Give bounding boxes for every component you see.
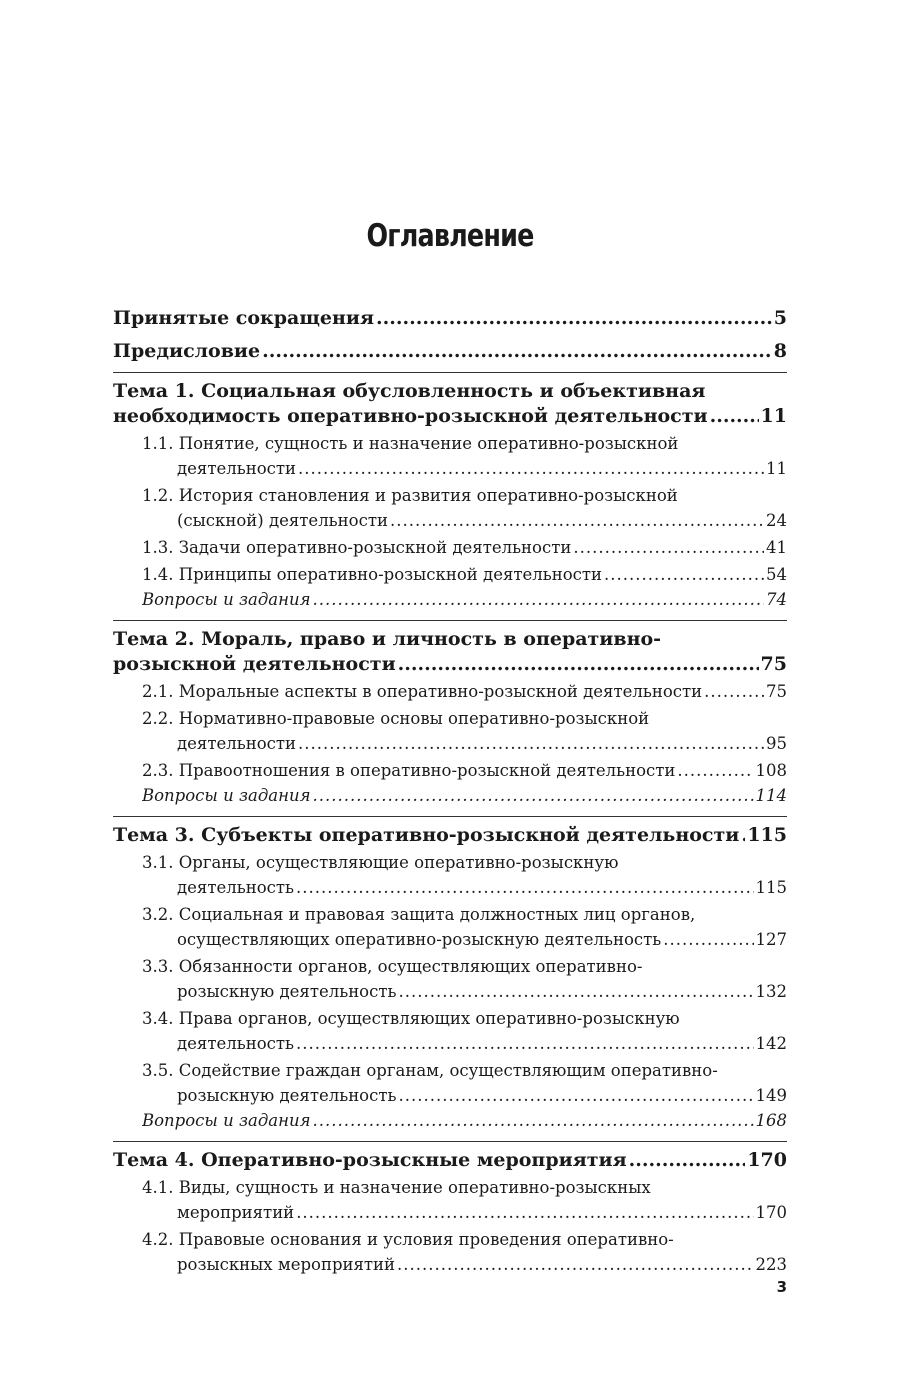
toc-entry-text: Тема 3. Субъекты оперативно-розыскной деятельности [113, 824, 740, 846]
dot-leader [677, 758, 753, 783]
toc-topic-entry [113, 372, 787, 429]
dot-leader [262, 339, 772, 364]
toc-entry-text: розыскных мероприятий [177, 1255, 396, 1274]
toc-page-number: 115 [755, 878, 787, 897]
toc-topic-entry [113, 306, 787, 331]
dot-leader [710, 404, 759, 429]
toc-page-number: 24 [766, 511, 787, 530]
toc-topic-entry [113, 620, 787, 677]
toc-entry-text: мероприятий [177, 1203, 295, 1222]
toc-page-number: 149 [755, 1086, 787, 1105]
toc-page-number: 170 [755, 1203, 787, 1222]
toc-topic-entry [113, 1141, 787, 1173]
toc-entry-text: 4.2. Правовые основания и условия проведения оперативно- [142, 1230, 674, 1249]
dot-leader [704, 679, 764, 704]
toc-entry-text: 2.2. Нормативно-правовые основы оперативно-розыскной [142, 709, 650, 728]
toc-entry-text: 1.4. Принципы оперативно-розыскной деятельности [142, 565, 603, 584]
toc-page-number: 168 [755, 1111, 787, 1130]
toc-page-number: 114 [755, 786, 787, 805]
toc-entry-text: Тема 2. Мораль, право и личность в оперативно- [113, 628, 662, 650]
toc-section-entry [142, 483, 787, 533]
toc-entry-text: Предисловие [113, 340, 261, 362]
toc-entry-text: деятельности [177, 734, 296, 753]
toc-section-entry [142, 535, 787, 560]
toc-entry-text: осуществляющих оперативно-розыскную деятельность [177, 930, 662, 949]
toc-section-entry [142, 850, 787, 900]
toc-section-entry [142, 758, 787, 783]
toc-page-number: 41 [766, 538, 787, 557]
toc-entry-text: 3.1. Органы, осуществляющие оперативно-розыскную [142, 853, 619, 872]
toc-entry-text: Тема 1. Социальная обусловленность и объективная [113, 380, 706, 402]
toc-section-entry [142, 679, 787, 704]
toc-page-number: 223 [755, 1255, 787, 1274]
dot-leader [313, 1108, 754, 1133]
toc-entry-text: розыскную деятельность [177, 1086, 397, 1105]
dot-leader [398, 1083, 753, 1108]
toc-section-entry [142, 1227, 787, 1277]
toc-page-number: 75 [766, 682, 787, 701]
toc-entry-text: (сыскной) деятельности [177, 511, 388, 530]
toc-entry-text: розыскной деятельности [113, 653, 396, 675]
toc-entry-text: 3.4. Права органов, осуществляющих оперативно-розыскную [142, 1009, 680, 1028]
dot-leader [398, 979, 753, 1004]
toc-page-number: 54 [766, 565, 787, 584]
table-of-contents [113, 306, 787, 1277]
toc-section-entry [142, 1175, 787, 1225]
toc-section-entry [142, 706, 787, 756]
toc-entry-text: Тема 4. Оперативно-розыскные мероприятия [113, 1149, 627, 1171]
page-title: Оглавление [366, 218, 534, 254]
dot-leader [398, 652, 759, 677]
dot-leader [390, 508, 764, 533]
toc-entry-text: Вопросы и задания [142, 590, 311, 609]
toc-page-number: 127 [755, 930, 787, 949]
toc-entry-text: 3.3. Обязанности органов, осуществляющих оперативно- [142, 957, 643, 976]
toc-questions-entry [142, 587, 787, 612]
toc-entry-text: Вопросы и задания [142, 786, 311, 805]
toc-section-entry [142, 902, 787, 952]
toc-section-entry [142, 431, 787, 481]
toc-questions-entry [142, 1108, 787, 1133]
toc-entry-text: 1.2. История становления и развития оперативно-розыскной [142, 486, 678, 505]
dot-leader [313, 587, 764, 612]
toc-page-number: 170 [747, 1149, 787, 1171]
toc-page-number: 108 [755, 761, 787, 780]
dot-leader [741, 823, 745, 848]
dot-leader [604, 562, 764, 587]
dot-leader [296, 875, 754, 900]
toc-entry-text: деятельности [177, 459, 296, 478]
toc-page-number: 5 [773, 307, 787, 329]
dot-leader [298, 456, 764, 481]
toc-entry-text: 2.3. Правоотношения в оперативно-розыскной деятельности [142, 761, 676, 780]
toc-section-entry [142, 562, 787, 587]
toc-page-number: 115 [747, 824, 787, 846]
dot-leader [298, 731, 764, 756]
dot-leader [376, 306, 772, 331]
dot-leader [629, 1148, 746, 1173]
dot-leader [573, 535, 764, 560]
toc-section-entry [142, 1006, 787, 1056]
dot-leader [296, 1200, 753, 1225]
toc-entry-text: 3.5. Содействие граждан органам, осуществляющим оперативно- [142, 1061, 718, 1080]
toc-entry-text: деятельность [177, 1034, 294, 1053]
toc-topic-entry [113, 339, 787, 364]
toc-entry-text: 4.1. Виды, сущность и назначение оперативно-розыскных [142, 1178, 651, 1197]
toc-page-number: 11 [760, 405, 787, 427]
toc-page-number: 11 [766, 459, 787, 478]
toc-section-entry [142, 954, 787, 1004]
toc-entry-text: деятельность [177, 878, 294, 897]
toc-page-number: 8 [773, 340, 787, 362]
toc-topic-entry [113, 816, 787, 848]
toc-entry-text: 3.2. Социальная и правовая защита должностных лиц органов, [142, 905, 696, 924]
dot-leader [663, 927, 753, 952]
toc-entry-text: 1.1. Понятие, сущность и назначение оперативно-розыскной [142, 434, 679, 453]
toc-entry-text: 1.3. Задачи оперативно-розыскной деятельности [142, 538, 572, 557]
toc-page-number: 75 [760, 653, 787, 675]
toc-entry-text: необходимость оперативно-розыскной деятельности [113, 405, 708, 427]
toc-section-entry [142, 1058, 787, 1108]
toc-entry-text: 2.1. Моральные аспекты в оперативно-розыскной деятельности [142, 682, 703, 701]
toc-page-number: 142 [755, 1034, 787, 1053]
page-number: 3 [776, 1278, 787, 1296]
toc-questions-entry [142, 783, 787, 808]
toc-page-number: 132 [755, 982, 787, 1001]
dot-leader [313, 783, 754, 808]
toc-entry-text: розыскную деятельность [177, 982, 397, 1001]
toc-page-number: 74 [766, 590, 787, 609]
toc-page-number: 95 [766, 734, 787, 753]
toc-entry-text: Принятые сокращения [113, 307, 375, 329]
dot-leader [296, 1031, 754, 1056]
toc-entry-text: Вопросы и задания [142, 1111, 311, 1130]
dot-leader [397, 1252, 753, 1277]
